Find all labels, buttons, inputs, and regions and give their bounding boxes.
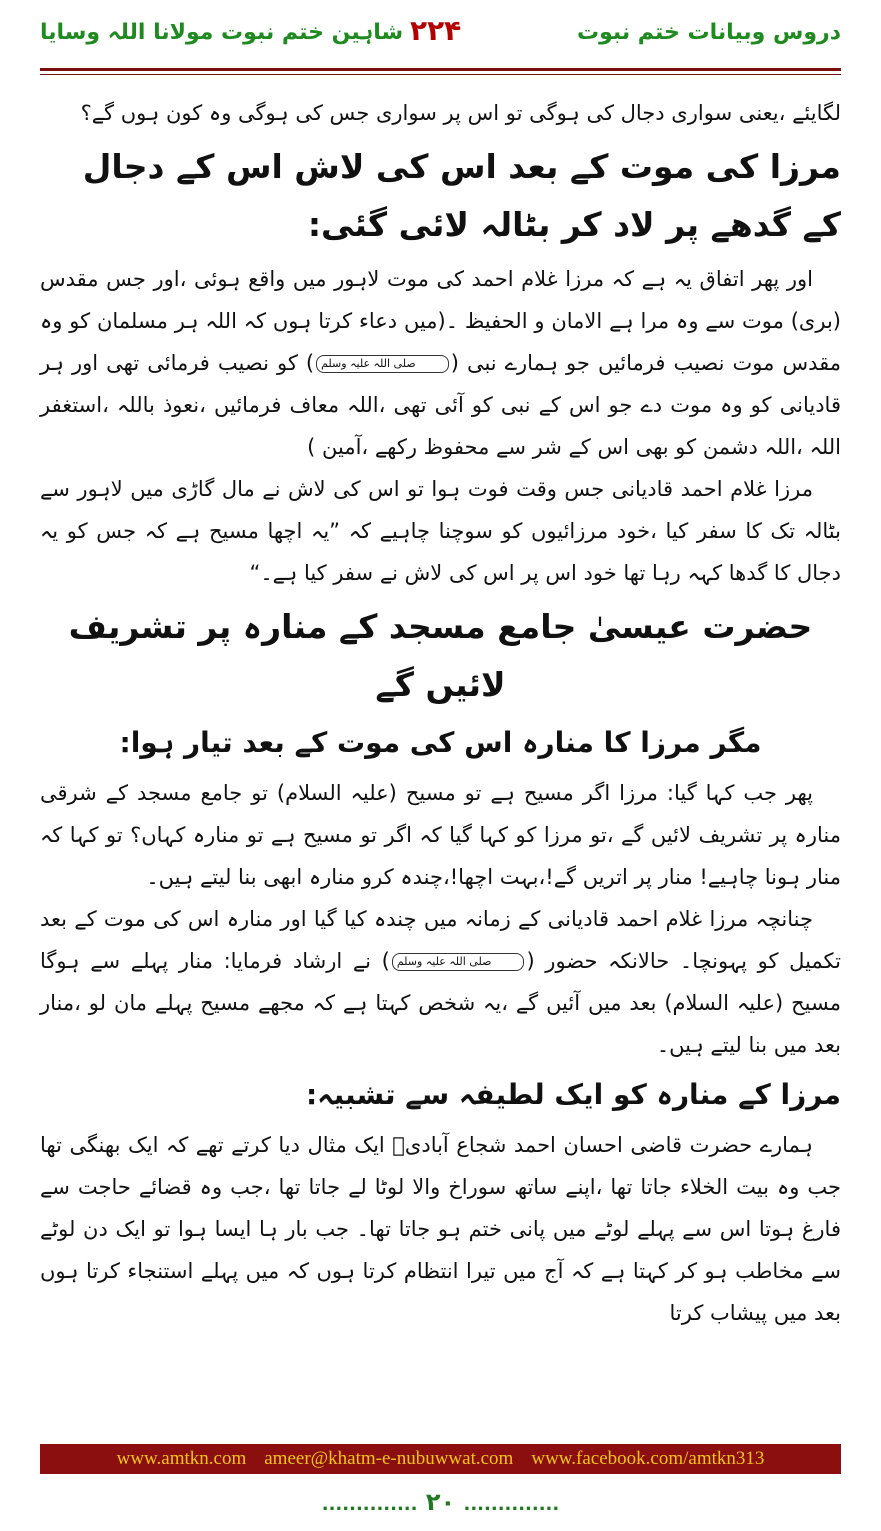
- paragraph-4: [40, 898, 841, 1066]
- paragraph-3: پھر جب کہا گیا: مرزا اگر مسیح ہے تو مسیح (علیہ السلام) تو جامع مسجد کے شرقی منارہ پر تشریف لائیں گے ،تو مرزا کو کہا گیا کہ اگر تو مسیح ہے تو منارہ کہاں؟ تو کہا کہ منار ہونا چاہیے! منار پر اتریں گے!،بہت اچھا!،چندہ کرو منارہ ابھی بنا لیتے ہیں۔: [40, 781, 841, 889]
- page-dots-left: ..............: [321, 1494, 418, 1515]
- salla-symbol-2: صلی اللہ علیہ وسلم: [392, 953, 525, 971]
- header-divider-thin: [40, 74, 841, 75]
- section-heading-4: مرزا کے منارہ کو ایک لطیفہ سے تشبیہ:: [305, 1078, 841, 1111]
- paragraph-4-end: ) نے ارشاد فرمایا: منار پہلے سے ہوگا مسیح (علیہ السلام) بعد میں آئیں گے ،یہ شخص کہتا ہے کہ مجھے مسیح پہلے مان لو ،منار بعد میں بنا لیتے ہیں۔: [40, 949, 841, 1057]
- page-header: [0, 0, 881, 78]
- paragraph-5: ہمارے حضرت قاضی احسان احمد شجاع آبادیؒ ایک مثال دیا کرتے تھے کہ ایک بھنگی تھا جب وہ بیت الخلاء جاتا تھا ،اپنے ساتھ سوراخ والا لوٹا لے جاتا تھا ،جب وہ قضائے حاجت سے فارغ ہوتا اس سے پہلے لوٹے میں پانی ختم ہو جاتا تھا۔ جب بار ہا ایسا ہوا تو ایک دن لوٹے سے مخاطب ہو کر کہتا ہے کہ آج میں تیرا انتظام کرتا ہوں کہ میں پہلے استنجاء کرتا ہوں بعد میں پیشاب کرتا: [40, 1133, 841, 1325]
- section-heading-2: حضرت عیسیٰ جامع مسجد کے منارہ پر تشریف لائیں گے: [68, 607, 813, 704]
- page-number: ۲۰: [425, 1488, 456, 1516]
- email-link[interactable]: ameer@khatm-e-nubuwwat.com: [264, 1448, 514, 1469]
- section-heading-3: مگر مرزا کا منارہ اس کی موت کے بعد تیار ہوا:: [119, 726, 762, 759]
- footer-page-number: [0, 1488, 881, 1516]
- salla-symbol: صلی اللہ علیہ وسلم: [316, 355, 449, 373]
- section-heading-1: مرزا کی موت کے بعد اس کی لاش اس کے دجال کے گدھے پر لاد کر بٹالہ لائی گئی:: [82, 147, 841, 244]
- paragraph-2: مرزا غلام احمد قادیانی جس وقت فوت ہوا تو اس کی لاش نے مال گاڑی میں لاہور سے بٹالہ تک کا سفر کیا ،خود مرزائیوں کو سوچنا چاہیے کہ ”یہ اچھا مسیح ہے کہ جس کو یہ دجال کا گدھا کہہ رہا تھا خود اس پر اس کی لاش نے سفر کیا ہے۔“: [40, 477, 841, 585]
- header-divider-thick: [40, 68, 841, 71]
- footer-links-bar: [40, 1444, 841, 1474]
- website-link[interactable]: www.amtkn.com: [116, 1448, 247, 1469]
- paragraph-4-start: چنانچہ مرزا غلام احمد قادیانی کے زمانہ میں چندہ کیا گیا اور منارہ اس کی موت کے بعد تکمیل کو پہونچا۔ حالانکہ حضور (: [40, 907, 841, 973]
- page-body: [40, 92, 841, 1334]
- facebook-link[interactable]: www.facebook.com/amtkn313: [531, 1448, 765, 1469]
- paragraph-1: [40, 258, 841, 468]
- author-title: شاہین ختم نبوت مولانا اللہ وسایا: [40, 20, 404, 45]
- paragraph-1-end: ) کو نصیب فرمائی تھی اور ہر قادیانی کو وہ موت دے جو اس کے نبی کو آئی تھی ،اللہ معاف فرمائیں ،نعوذ باللہ ،استغفر اللہ ،اللہ دشمن کو بھی اس کے شر سے محفوظ رکھے ،آمین ): [40, 351, 841, 459]
- header-page-number: ۲۲۴: [410, 14, 462, 47]
- book-title: دروس وبیانات ختم نبوت: [577, 20, 841, 45]
- page-dots-right: ..............: [463, 1494, 560, 1515]
- paragraph-1-start: اور پھر اتفاق یہ ہے کہ مرزا غلام احمد کی موت لاہور میں واقع ہوئی ،اور جس مقدس (بری) موت سے وہ مرا ہے الامان و الحفیظ ۔(میں دعاء کرتا ہوں کہ اللہ ہر مسلمان کو وہ مقدس موت نصیب فرمائیں جو ہمارے نبی (: [40, 267, 841, 375]
- opening-line: لگایئے ،یعنی سواری دجال کی ہوگی تو اس پر سواری جس کی ہوگی وہ کون ہوں گے؟: [80, 101, 841, 125]
